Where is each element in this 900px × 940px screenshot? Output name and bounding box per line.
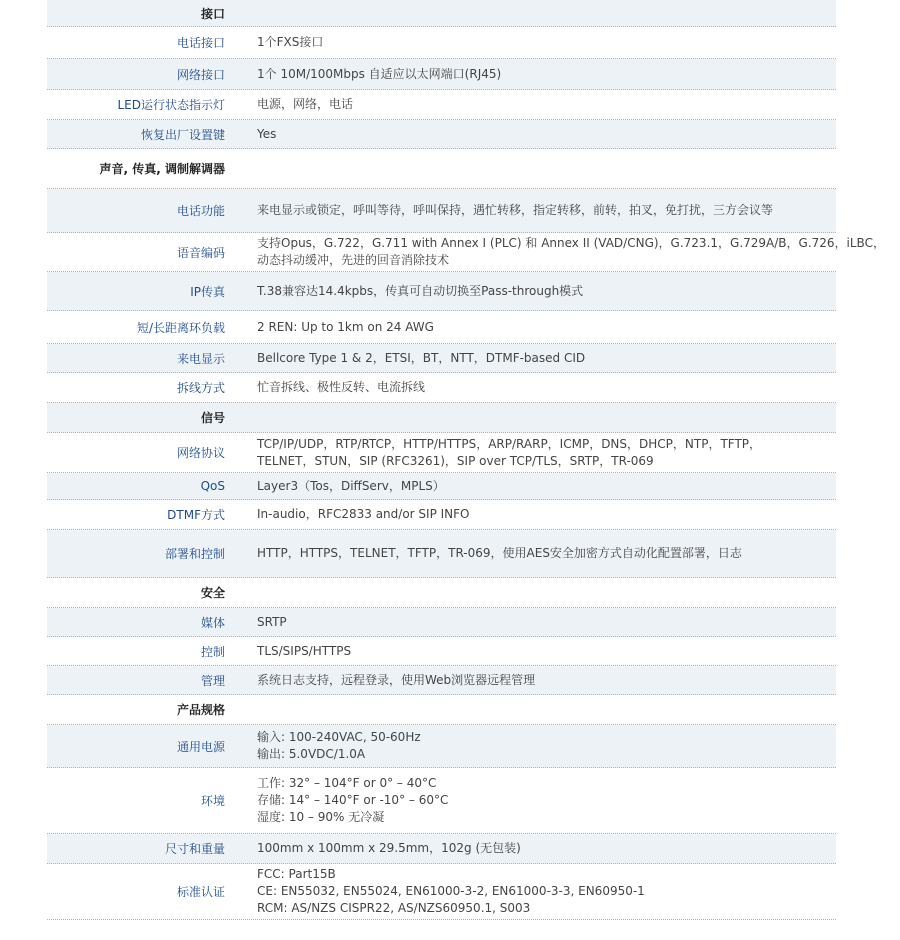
spec-value-line: 支持Opus，G.722，G.711 with Annex I (PLC) 和 Annex II (VAD/CNG)，G.723.1，G.729A/B，G.726，iLBC， <box>257 236 885 250</box>
spec-value-line: T.38兼容达14.4kpbs，传真可自动切换至Pass-through模式 <box>257 283 584 298</box>
spec-value <box>257 578 836 607</box>
section-header <box>47 695 836 725</box>
spec-value <box>257 530 836 577</box>
spec-label: 短/长距离环负载 <box>136 320 225 335</box>
spec-label: 部署和控制 <box>164 547 225 561</box>
spec-value-line: Layer3（Tos，DiffServ，MPLS） <box>257 478 445 493</box>
spec-value-line: 输入: 100-240VAC, 50-60Hz <box>257 730 421 744</box>
spec-label: 媒体 <box>200 615 225 630</box>
spec-label: 电话接口 <box>176 36 225 50</box>
section-title: 接口 <box>200 6 225 21</box>
spec-value <box>257 0 836 26</box>
spec-value <box>257 189 836 232</box>
spec-value <box>257 473 836 499</box>
spec-value-line: 系统日志支持，远程登录，使用Web浏览器远程管理 <box>257 672 536 687</box>
spec-value-line: 输出: 5.0VDC/1.0A <box>257 747 366 761</box>
spec-row <box>47 189 836 233</box>
spec-value-line: 2 REN: Up to 1km on 24 AWG <box>257 319 434 334</box>
spec-value-line: 来电显示或锁定，呼叫等待，呼叫保持，遇忙转移，指定转移，前转，拍叉，免打扰，三方会议等 <box>257 203 774 217</box>
spec-label: 网络接口 <box>176 67 225 82</box>
spec-value-line: SRTP <box>257 614 287 629</box>
spec-value-line: In-audio，RFC2833 and/or SIP INFO <box>257 507 470 521</box>
spec-value <box>257 725 836 767</box>
spec-value <box>257 666 836 694</box>
section-title: 信号 <box>200 411 225 425</box>
spec-row <box>47 608 836 637</box>
spec-value-line: 1个 10M/100Mbps 自适应以太网端口(RJ45) <box>257 66 502 81</box>
spec-label: 恢复出厂设置键 <box>140 127 225 142</box>
section-header <box>47 403 836 433</box>
spec-value <box>257 149 836 188</box>
spec-label: 通用电源 <box>176 739 225 754</box>
spec-label: IP传真 <box>190 284 225 299</box>
spec-row <box>47 637 836 666</box>
spec-row <box>47 90 836 120</box>
spec-value-line: 100mm x 100mm x 29.5mm，102g (无包装) <box>257 841 521 855</box>
spec-value-line: TELNET，STUN，SIP (RFC3261)，SIP over TCP/TLS，SRTP，TR-069 <box>257 453 654 468</box>
spec-row <box>47 311 836 344</box>
spec-row <box>47 768 836 834</box>
spec-row <box>47 500 836 530</box>
spec-label: QoS <box>200 479 225 493</box>
spec-row <box>47 725 836 768</box>
spec-row <box>47 666 836 695</box>
spec-value <box>257 403 836 432</box>
spec-value-line: TCP/IP/UDP，RTP/RTCP，HTTP/HTTPS，ARP/RARP，ICMP，DNS，DHCP，NTP，TFTP， <box>257 436 762 451</box>
spec-row <box>47 27 836 59</box>
spec-label: 网络协议 <box>176 446 225 460</box>
spec-value <box>257 768 836 833</box>
spec-value-line: HTTP，HTTPS，TELNET，TFTP，TR-069，使用AES安全加密方式自动化配置部署，日志 <box>257 546 742 560</box>
spec-value <box>257 637 836 665</box>
section-header <box>47 578 836 608</box>
spec-label: 来电显示 <box>176 351 225 366</box>
section-title: 声音, 传真, 调制解调器 <box>99 162 225 176</box>
section-title: 安全 <box>200 586 225 600</box>
spec-label: 管理 <box>200 673 225 688</box>
spec-row <box>47 530 836 578</box>
spec-value <box>257 608 836 636</box>
spec-value <box>257 373 836 402</box>
spec-value <box>257 120 836 148</box>
spec-value-line: 存储: 14° – 140°F or -10° – 60°C <box>257 793 449 807</box>
spec-value <box>257 695 836 724</box>
spec-value <box>257 834 836 863</box>
spec-value <box>257 90 836 119</box>
spec-value <box>257 433 836 472</box>
spec-value-line: TLS/SIPS/HTTPS <box>257 643 352 658</box>
spec-value <box>257 864 836 919</box>
spec-value <box>257 311 836 343</box>
spec-label: 语音编码 <box>176 245 225 260</box>
spec-value-line: 1个FXS接口 <box>257 35 324 49</box>
spec-row <box>47 272 836 311</box>
spec-value <box>257 27 836 58</box>
spec-row <box>47 834 836 864</box>
spec-label: 环境 <box>200 794 225 808</box>
spec-label: 标准认证 <box>176 885 225 899</box>
spec-value-line: RCM: AS/NZS CISPR22, AS/NZS60950.1, S003 <box>257 901 531 915</box>
spec-value-line: 工作: 32° – 104°F or 0° – 40°C <box>257 776 437 790</box>
spec-value-line: FCC: Part15B <box>257 867 336 881</box>
spec-value <box>257 59 836 89</box>
spec-row <box>47 473 836 500</box>
spec-value <box>257 500 836 529</box>
spec-value-line: Bellcore Type 1 & 2，ETSI，BT，NTT，DTMF-based CID <box>257 350 586 365</box>
spec-label: 尺寸和重量 <box>164 842 225 856</box>
spec-value <box>257 233 885 271</box>
spec-row <box>47 233 885 272</box>
spec-value-line: 忙音拆线、极性反转、电流拆线 <box>257 380 426 394</box>
section-header <box>47 149 836 189</box>
spec-label: 拆线方式 <box>176 381 225 395</box>
spec-value <box>257 272 836 310</box>
spec-value-line: 动态抖动缓冲，先进的回音消除技术 <box>257 253 450 267</box>
spec-label: LED运行状态指示灯 <box>117 98 225 112</box>
spec-row <box>47 373 836 403</box>
spec-value-line: CE: EN55032, EN55024, EN61000-3-2, EN61000-3-3, EN60950-1 <box>257 884 645 898</box>
spec-label: 电话功能 <box>176 204 225 218</box>
spec-row <box>47 433 836 473</box>
section-title: 产品规格 <box>176 703 225 717</box>
spec-row <box>47 120 836 149</box>
section-header <box>47 0 836 27</box>
spec-row <box>47 59 836 90</box>
spec-row <box>47 864 836 920</box>
spec-label: 控制 <box>200 644 225 659</box>
spec-label: DTMF方式 <box>167 508 225 522</box>
spec-value-line: Yes <box>257 126 277 141</box>
spec-row <box>47 344 836 373</box>
spec-value <box>257 344 836 372</box>
spec-value-line: 湿度: 10 – 90% 无冷凝 <box>257 810 385 824</box>
spec-value-line: 电源，网络，电话 <box>257 97 354 111</box>
